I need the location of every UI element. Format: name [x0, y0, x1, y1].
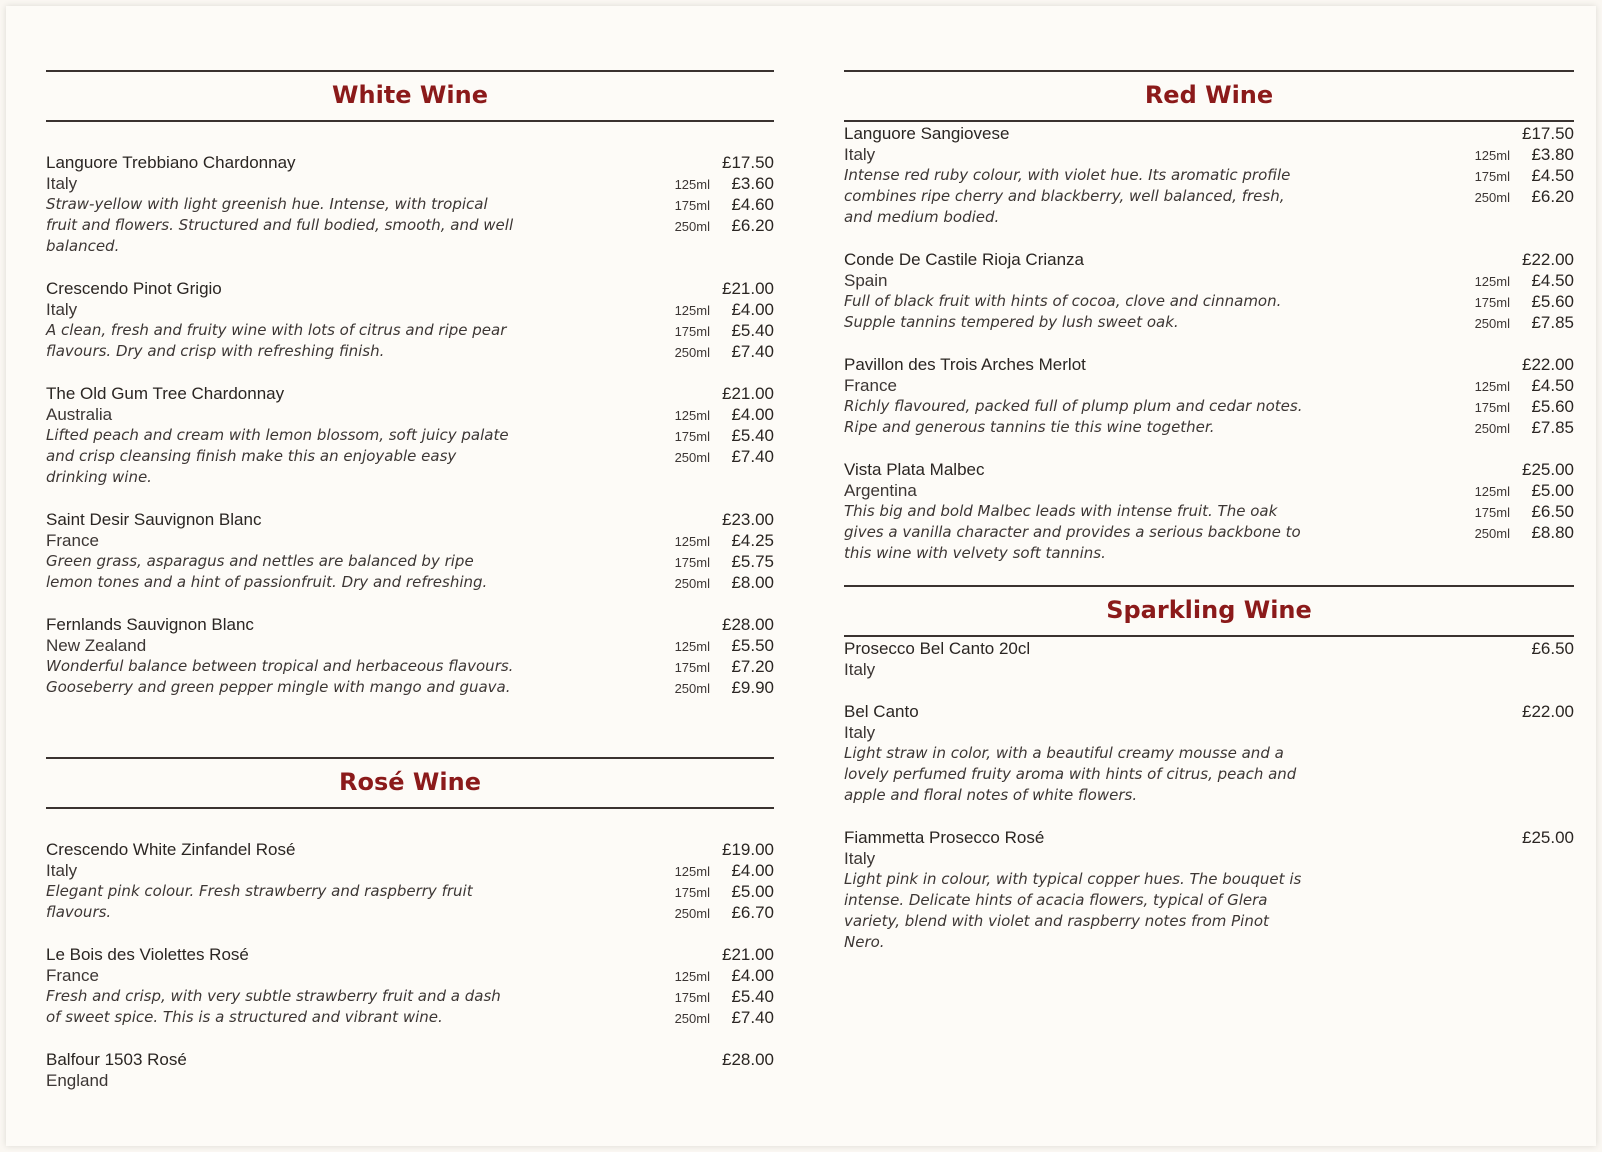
glass-price: £5.40	[731, 321, 774, 340]
wine-name: Crescendo White Zinfandel Rosé	[46, 840, 296, 859]
wine-origin: Italy	[844, 660, 876, 679]
glass-price-row	[1434, 186, 1574, 207]
glass-price-row	[634, 530, 774, 551]
wine-origin: France	[46, 531, 99, 550]
glass-size: 125ml	[674, 534, 710, 549]
glass-price: £4.00	[731, 966, 774, 985]
glass-price-row	[634, 446, 774, 467]
glass-price-row	[1434, 417, 1574, 438]
bottle-price: £21.00	[722, 945, 774, 964]
wine-item	[844, 354, 1574, 438]
glass-price: £5.60	[1531, 292, 1574, 311]
wine-origin: Italy	[46, 861, 78, 880]
glass-price: £5.00	[1531, 481, 1574, 500]
wine-origin: Italy	[844, 849, 876, 868]
glass-size: 250ml	[1474, 190, 1510, 205]
wine-item	[46, 1049, 774, 1091]
glass-price: £4.00	[731, 405, 774, 424]
glass-size: 175ml	[674, 555, 710, 570]
section-title: Sparkling Wine	[1106, 596, 1312, 624]
glass-price-row	[634, 551, 774, 572]
wine-name: Prosecco Bel Canto 20cl	[844, 639, 1031, 658]
wine-name: Le Bois des Violettes Rosé	[46, 945, 249, 964]
glass-price-row	[634, 986, 774, 1007]
wine-description: Green grass, asparagus and nettles are balanced by ripe lemon tones and a hint of passionfruit. Dry and refreshing.	[46, 552, 488, 591]
glass-size: 250ml	[1474, 316, 1510, 331]
wine-description: Elegant pink colour. Fresh strawberry and raspberry fruit flavours.	[46, 882, 473, 921]
bottle-price: £25.00	[1522, 828, 1574, 847]
glass-price: £6.20	[731, 216, 774, 235]
wine-prices	[1434, 701, 1574, 722]
glass-size: 125ml	[674, 177, 710, 192]
wine-item	[844, 827, 1574, 953]
wine-prices	[634, 152, 774, 236]
glass-price-row	[634, 404, 774, 425]
wine-origin: Spain	[844, 271, 888, 290]
wine-description: Richly flavoured, packed full of plump plum and cedar notes. Ripe and generous tannins tie this wine together.	[844, 397, 1303, 436]
glass-size: 175ml	[674, 885, 710, 900]
glass-price: £4.60	[731, 195, 774, 214]
glass-price: £5.40	[731, 987, 774, 1006]
wine-origin: Italy	[46, 300, 78, 319]
glass-size: 125ml	[674, 969, 710, 984]
bottle-price: £22.00	[1522, 702, 1574, 721]
glass-price-row	[634, 677, 774, 698]
wine-name: Crescendo Pinot Grigio	[46, 279, 222, 298]
glass-price-row	[634, 656, 774, 677]
wine-item	[844, 638, 1574, 680]
glass-price: £4.50	[1531, 271, 1574, 290]
wine-name: Conde De Castile Rioja Crianza	[844, 250, 1085, 269]
glass-price: £4.25	[731, 531, 774, 550]
wine-prices	[1434, 123, 1574, 207]
wine-origin: France	[46, 966, 99, 985]
bottle-price: £22.00	[1522, 250, 1574, 269]
wine-origin: Italy	[46, 174, 78, 193]
wine-prices	[634, 839, 774, 923]
glass-size: 125ml	[674, 303, 710, 318]
glass-price-row	[634, 881, 774, 902]
glass-size: 250ml	[674, 345, 710, 360]
sparkling-wine-list	[844, 638, 1574, 953]
glass-price-row	[634, 341, 774, 362]
glass-price: £5.40	[731, 426, 774, 445]
glass-price: £7.85	[1531, 418, 1574, 437]
glass-price-row	[1434, 144, 1574, 165]
wine-item	[844, 123, 1574, 228]
wine-description: Light straw in color, with a beautiful creamy mousse and a lovely perfumed fruity aroma with hints of citrus, peach and apple and floral notes of white flowers.	[844, 744, 1297, 804]
glass-price: £7.40	[731, 447, 774, 466]
wine-item	[844, 701, 1574, 806]
glass-price: £7.20	[731, 657, 774, 676]
wine-item	[844, 459, 1574, 564]
glass-size: 125ml	[674, 864, 710, 879]
glass-size: 125ml	[1474, 274, 1510, 289]
wine-description: Lifted peach and cream with lemon blossom, soft juicy palate and crisp cleansing finish make this an enjoyable easy drinking wine.	[46, 426, 509, 486]
glass-price-row	[1434, 270, 1574, 291]
glass-price: £5.60	[1531, 397, 1574, 416]
wine-item	[46, 614, 774, 698]
wine-prices	[1434, 827, 1574, 848]
wine-name: Balfour 1503 Rosé	[46, 1050, 187, 1069]
wine-origin: Italy	[844, 723, 876, 742]
glass-size: 125ml	[1474, 148, 1510, 163]
glass-price-row	[1434, 165, 1574, 186]
glass-price-row	[1434, 375, 1574, 396]
wine-prices	[634, 278, 774, 362]
glass-price: £5.75	[731, 552, 774, 571]
bottle-price: £19.00	[722, 840, 774, 859]
bottle-price: £25.00	[1522, 460, 1574, 479]
wine-origin: England	[46, 1071, 109, 1090]
glass-size: 250ml	[674, 576, 710, 591]
glass-size: 250ml	[674, 906, 710, 921]
bottle-price: £21.00	[722, 384, 774, 403]
glass-price: £6.70	[731, 903, 774, 922]
glass-price-row	[634, 902, 774, 923]
wine-prices	[634, 614, 774, 698]
section-header-white-wine	[46, 70, 774, 122]
glass-price: £4.50	[1531, 376, 1574, 395]
glass-price: £9.90	[731, 678, 774, 697]
wine-description: Full of black fruit with hints of cocoa, clove and cinnamon. Supple tannins tempered by lush sweet oak.	[844, 292, 1282, 331]
wine-origin: Australia	[46, 405, 113, 424]
wine-origin: France	[844, 376, 897, 395]
section-header-sparkling-wine	[844, 585, 1574, 637]
wine-item	[46, 509, 774, 593]
glass-price: £6.50	[1531, 502, 1574, 521]
wine-name: The Old Gum Tree Chardonnay	[46, 384, 285, 403]
red-wine-list	[844, 123, 1574, 564]
glass-price: £4.50	[1531, 166, 1574, 185]
glass-size: 175ml	[674, 660, 710, 675]
glass-price-row	[1434, 480, 1574, 501]
section-title: Rosé Wine	[339, 768, 481, 796]
glass-size: 175ml	[674, 990, 710, 1005]
glass-price: £5.00	[731, 882, 774, 901]
wine-description: Wonderful balance between tropical and herbaceous flavours. Gooseberry and green pepper mingle with mango and guava.	[46, 657, 514, 696]
glass-price-row	[634, 194, 774, 215]
rose-wine-list	[46, 839, 774, 1091]
wine-name: Languore Trebbiano Chardonnay	[46, 153, 296, 172]
glass-price: £3.60	[731, 174, 774, 193]
wine-item	[844, 249, 1574, 333]
wine-prices	[634, 944, 774, 1028]
wine-prices	[1434, 459, 1574, 543]
glass-price-row	[1434, 291, 1574, 312]
wine-prices	[1434, 638, 1574, 659]
glass-price-row	[634, 320, 774, 341]
bottle-price: £21.00	[722, 279, 774, 298]
glass-price: £7.40	[731, 1008, 774, 1027]
wine-item	[46, 839, 774, 923]
wine-prices	[634, 383, 774, 467]
wine-description: Intense red ruby colour, with violet hue. Its aromatic profile combines ripe cherry and blackberry, well balanced, fresh, and medium bodied.	[844, 166, 1291, 226]
wine-origin: Argentina	[844, 481, 917, 500]
bottle-price: £23.00	[722, 510, 774, 529]
glass-price: £5.50	[731, 636, 774, 655]
wine-name: Fiammetta Prosecco Rosé	[844, 828, 1045, 847]
wine-name: Languore Sangiovese	[844, 124, 1010, 143]
white-wine-list	[46, 152, 774, 698]
glass-price: £4.00	[731, 861, 774, 880]
wine-description: Fresh and crisp, with very subtle strawberry fruit and a dash of sweet spice. This is a structured and vibrant wine.	[46, 987, 501, 1026]
bottle-price: £6.50	[1531, 639, 1574, 658]
wine-name: Fernlands Sauvignon Blanc	[46, 615, 254, 634]
bottle-price: £17.50	[1522, 124, 1574, 143]
glass-size: 125ml	[1474, 484, 1510, 499]
glass-size: 175ml	[1474, 169, 1510, 184]
wine-description: Light pink in colour, with typical copper hues. The bouquet is intense. Delicate hints of acacia flowers, typical of Glera variety, blend with violet and raspberry notes from Pinot Nero.	[844, 870, 1302, 951]
glass-size: 175ml	[674, 198, 710, 213]
bottle-price: £17.50	[722, 153, 774, 172]
glass-size: 250ml	[674, 1011, 710, 1026]
glass-price-row	[1434, 396, 1574, 417]
glass-size: 175ml	[1474, 400, 1510, 415]
glass-price-row	[634, 173, 774, 194]
section-header-rose-wine	[46, 757, 774, 809]
wine-origin: New Zealand	[46, 636, 147, 655]
bottle-price: £28.00	[722, 615, 774, 634]
glass-size: 125ml	[674, 639, 710, 654]
glass-size: 250ml	[674, 450, 710, 465]
glass-price: £8.80	[1531, 523, 1574, 542]
left-column	[46, 70, 774, 1112]
glass-price: £7.85	[1531, 313, 1574, 332]
section-title: White Wine	[332, 81, 488, 109]
glass-size: 125ml	[674, 408, 710, 423]
glass-price-row	[634, 572, 774, 593]
wine-prices	[1434, 249, 1574, 333]
glass-price-row	[634, 1007, 774, 1028]
right-column	[844, 70, 1574, 974]
glass-price-row	[634, 635, 774, 656]
wine-name: Pavillon des Trois Arches Merlot	[844, 355, 1086, 374]
glass-price: £4.00	[731, 300, 774, 319]
wine-item	[46, 383, 774, 488]
glass-price-row	[1434, 501, 1574, 522]
glass-size: 250ml	[674, 219, 710, 234]
wine-prices	[634, 509, 774, 593]
wine-description: Straw-yellow with light greenish hue. Intense, with tropical fruit and flowers. Structured and full bodied, smooth, and well balanced.	[46, 195, 514, 255]
glass-price: £8.00	[731, 573, 774, 592]
glass-size: 175ml	[674, 324, 710, 339]
bottle-price: £28.00	[722, 1050, 774, 1069]
wine-name: Saint Desir Sauvignon Blanc	[46, 510, 262, 529]
glass-price-row	[1434, 522, 1574, 543]
wine-prices	[634, 1049, 774, 1070]
wine-origin: Italy	[844, 145, 876, 164]
glass-size: 250ml	[1474, 421, 1510, 436]
wine-description: A clean, fresh and fruity wine with lots of citrus and ripe pear flavours. Dry and crisp with refreshing finish.	[46, 321, 507, 360]
glass-price-row	[634, 299, 774, 320]
glass-price: £3.80	[1531, 145, 1574, 164]
menu-page	[6, 6, 1596, 1146]
glass-size: 125ml	[1474, 379, 1510, 394]
glass-size: 175ml	[674, 429, 710, 444]
glass-price: £6.20	[1531, 187, 1574, 206]
glass-size: 175ml	[1474, 295, 1510, 310]
glass-size: 175ml	[1474, 505, 1510, 520]
glass-price-row	[1434, 312, 1574, 333]
wine-name: Bel Canto	[844, 702, 919, 721]
wine-item	[46, 152, 774, 257]
glass-price-row	[634, 965, 774, 986]
wine-item	[46, 278, 774, 362]
section-header-red-wine	[844, 70, 1574, 122]
glass-price-row	[634, 425, 774, 446]
glass-size: 250ml	[1474, 526, 1510, 541]
wine-prices	[1434, 354, 1574, 438]
wine-name: Vista Plata Malbec	[844, 460, 985, 479]
glass-size: 250ml	[674, 681, 710, 696]
glass-price-row	[634, 215, 774, 236]
glass-price: £7.40	[731, 342, 774, 361]
bottle-price: £22.00	[1522, 355, 1574, 374]
glass-price-row	[634, 860, 774, 881]
wine-item	[46, 944, 774, 1028]
section-title: Red Wine	[1144, 81, 1274, 109]
wine-description: This big and bold Malbec leads with intense fruit. The oak gives a vanilla character and provides a serious backbone to this wine with velvety soft tannins.	[844, 502, 1301, 562]
